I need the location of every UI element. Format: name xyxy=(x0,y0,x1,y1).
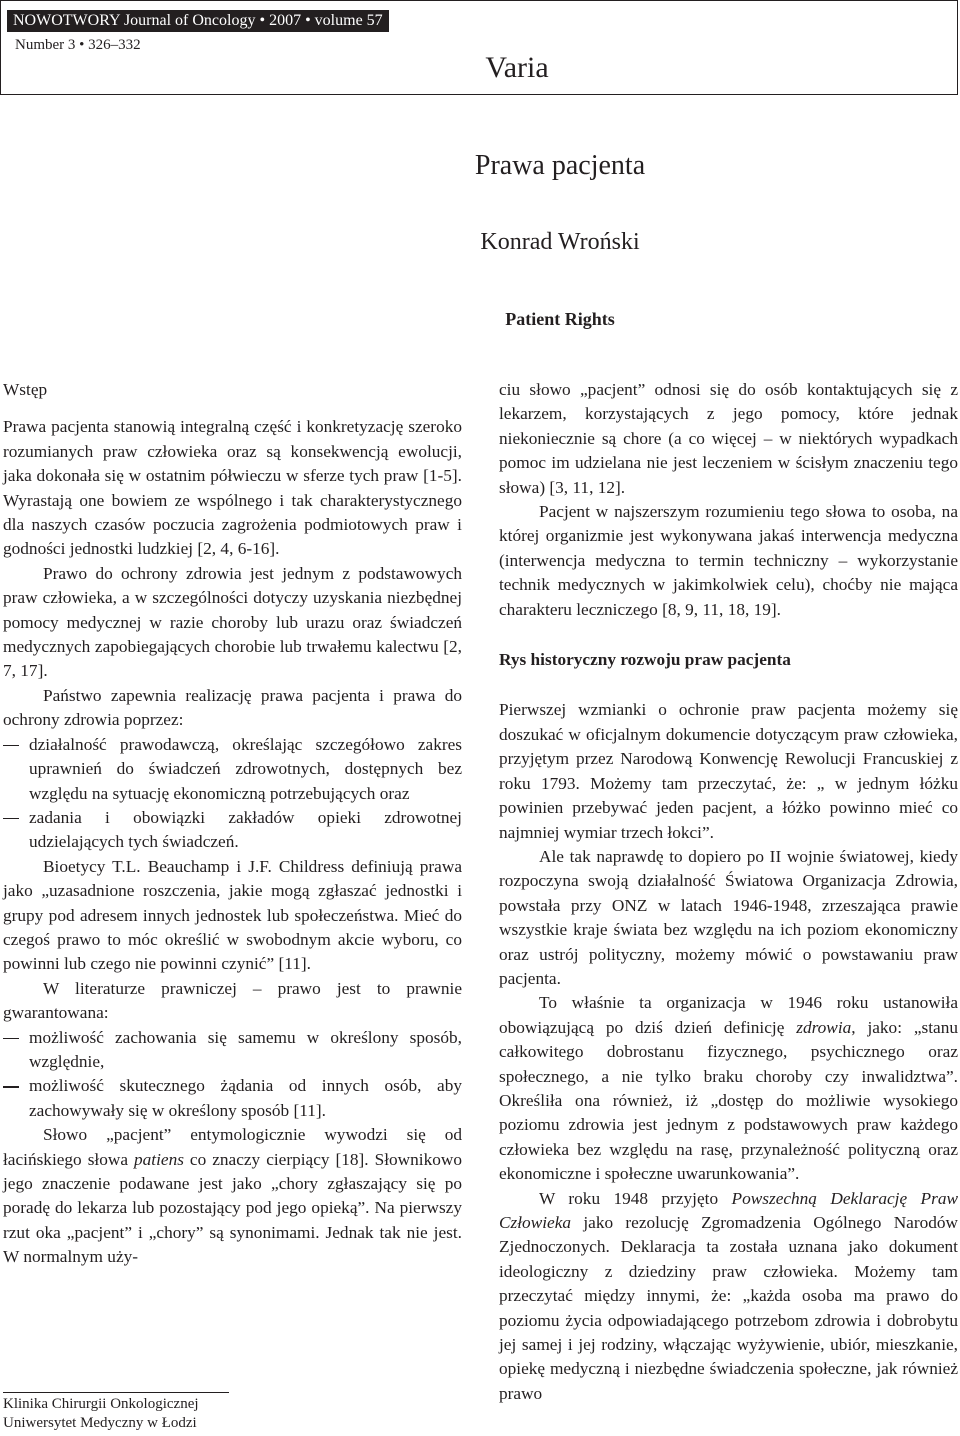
paragraph: W literaturze prawniczej – prawo jest to prawnie gwarantowana: xyxy=(3,978,462,1023)
journal-name: NOWOTWORY Journal of Oncology • 2007 • volume 57 xyxy=(7,10,389,32)
list-item: działalność prawodawczą, określając szczegółowo zakres uprawnień do świadczeń zdrowotnych, dostępnych bez względu na sytuację ekonomiczną potrzebujących oraz xyxy=(3,733,462,806)
article-title: Prawa pacjenta xyxy=(474,150,646,181)
paragraph: Pierwszej wzmianki o ochronie praw pacjenta możemy się doszukać w oficjalnym dokumencie dotyczącym praw człowieka, przyjętym przez Narodową Konwencję Rewolucji Francuskiej z roku 1793. Możemy tam przeczytać, że: „ w jednym łóżku powinien przebywać jeden pacjent, a łóżko powinno mieć co najmniej wymiar trzech łokci”. xyxy=(499,700,958,842)
section-heading-intro: Wstęp xyxy=(3,380,48,399)
right-column xyxy=(499,378,958,1406)
list-item: możliwość skutecznego żądania od innych osób, aby zachowywały się w określony sposób [11]. xyxy=(3,1074,462,1123)
paragraph: Prawo do ochrony zdrowia jest jednym z podstawowych praw człowieka, a w szczególności dotyczy uzyskania niezbędnej pomocy medycznej w razie choroby lub urazu oraz świadczeń medycznych zapobiegających chorobie lub trwałemu kalectwu [2, 7, 17]. xyxy=(3,563,462,681)
paragraph: W roku 1948 przyjęto Powszechną Deklarację Praw Człowieka jako rezolucję Zgromadzenia Ogólnego Narodów Zjednoczonych. Deklaracja ta została uznana jako dokument ideologiczny z dziedziny praw człowieka. Możemy tam przeczytać między innymi, że: „każda osoba ma prawo do poziomu życia odpowiadającego potrzebom zdrowia i dobrobytu jej samej i jej rodziny, włączając wyżywienie, ubiór, mieszkanie, opiekę medyczną i niezbędne świadczenia społeczne, jak również prawo xyxy=(499,1188,958,1403)
section-label: Varia xyxy=(485,51,549,84)
paragraph: ciu słowo „pacjent” odnosi się do osób kontaktujących się z lekarzem, korzystających z jego pomocy, które jednak niekoniecznie są chore (a co więcej – w niektórych wypadkach pomoc im udzielana nie jest leczeniem w ścisłym znaczeniu tego słowa) [3, 11, 12]. xyxy=(499,380,958,497)
author-name: Konrad Wroński xyxy=(480,229,640,255)
footnote-divider xyxy=(3,1392,229,1393)
issue-info: Number 3 • 326–332 xyxy=(15,37,141,53)
dash-list xyxy=(3,1026,462,1124)
english-title: Patient Rights xyxy=(505,309,615,329)
dash-list xyxy=(3,733,462,855)
paragraph: Ale tak naprawdę to dopiero po II wojnie światowej, kiedy rozpoczyna swoją działalność Światowa Organizacja Zdrowia, powstała przy ONZ w latach 1946-1948, zrzeszająca prawie wszystkie kraje świata bez względu na ich poziom ekonomiczny oraz ustrój polityczny, możemy mówić o powstawaniu praw pacjenta. xyxy=(499,846,958,988)
affiliation: Klinika Chirurgii Onkologicznej Uniwersytet Medyczny w Łodzi xyxy=(3,1396,199,1431)
paragraph: Pacjent w najszerszym rozumieniu tego słowa to osoba, na której organizmie jest wykonywana jakaś interwencja medyczna (interwencja medyczna to termin techniczny – wykorzystanie technik medycznych w jakimkolwiek celu), choćby nie mająca charakteru leczniczego [8, 9, 11, 18, 19]. xyxy=(499,502,958,619)
paragraph: Bioetycy T.L. Beauchamp i J.F. Childress definiują prawa jako „uzasadnione roszczenia, jakie mogą zgłaszać jednostki i grupy pod adresem innych jednostek lub społeczeństwa. Mieć do czegoś prawo to móc określić w swobodnym akcie wyboru, co powinni lub czego nie powinni czynić” [11]. xyxy=(3,856,462,974)
list-item: możliwość zachowania się samemu w określony sposób, względnie, xyxy=(3,1026,462,1075)
list-item: zadania i obowiązki zakładów opieki zdrowotnej udzielających tych świadczeń. xyxy=(3,806,462,855)
paragraph: Słowo „pacjent” entymologicznie wywodzi się od łacińskiego słowa patiens co znaczy cierpiący [18]. Słownikowo jego znaczenie podawane jest jako „chory zgłaszający się po poradę do lekarza lub pozostający pod jego opieką”. Na pierwszy rzut oka „pacjent” i „chory” są synonimami. Jednak tak nie jest. W normalnym uży- xyxy=(3,1125,462,1267)
journal-header xyxy=(0,0,958,95)
section-heading-history: Rys historyczny rozwoju praw pacjenta xyxy=(499,650,791,670)
paragraph: Państwo zapewnia realizację prawa pacjenta i prawa do ochrony zdrowia poprzez: xyxy=(3,685,462,730)
paragraph: Prawa pacjenta stanowią integralną część i konkretyzację szeroko rozumianych praw człowieka oraz są konsekwencją ewolucji, jaka dokonała się w ostatnim półwieczu w sferze tych praw [1-5]. Wyrastają one bowiem ze wspólnego i tak charakterystycznego dla naszych czasów poczucia zagrożenia podmiotowych praw i godności jednostki ludzkiej [2, 4, 6-16]. xyxy=(3,417,462,559)
paragraph: To właśnie ta organizacja w 1946 roku ustanowiła obowiązującą po dziś dzień definicję zdrowia, jako: „stanu całkowitego dobrostanu fizycznego, psychicznego oraz społecznego, a nie tylko braku choroby czy inwalidztwa”. Określiła ona również, iż „dostęp do możliwie wysokiego poziomu zdrowia jest jednym z podstawowych praw każdego człowieka bez względu na rasę, przynależność polityczną oraz ekonomiczne i społeczne uwarunkowania”. xyxy=(499,993,958,1184)
left-column xyxy=(3,378,462,1270)
